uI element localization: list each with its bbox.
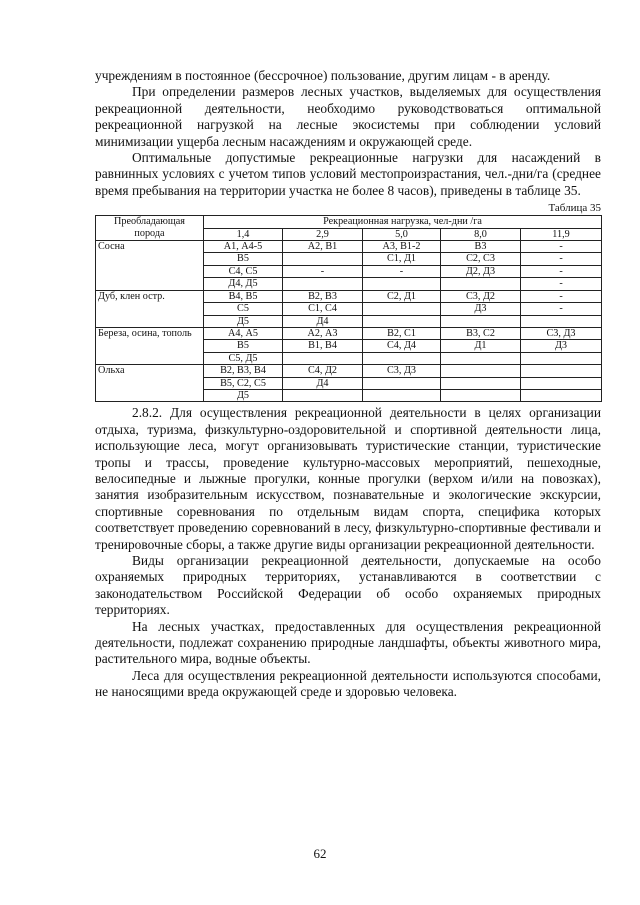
- column-header: 5,0: [363, 228, 441, 240]
- table-cell: [521, 352, 602, 364]
- header-species: Преобладающая порода: [96, 216, 204, 241]
- table-cell: -: [521, 253, 602, 265]
- column-header: 11,9: [521, 228, 602, 240]
- table-cell: В5: [204, 253, 283, 265]
- paragraph-protected-areas: Виды организации рекреационной деятельности, допускаемые на особо охраняемых природных территориях, устанавливаются в соответствии с законодательством Российской Федерации об особо охраняемых природных территориях.: [95, 553, 601, 618]
- table-cell: А4, А5: [204, 327, 283, 339]
- table-cell: -: [521, 303, 602, 315]
- table-cell: Д3: [441, 303, 521, 315]
- table-cell: Д5: [204, 389, 283, 401]
- table-cell: [441, 389, 521, 401]
- table-cell: С4, Д2: [283, 365, 363, 377]
- table-cell: [441, 365, 521, 377]
- table-cell: Д1: [441, 340, 521, 352]
- species-cell: Сосна: [96, 241, 204, 291]
- table-cell: -: [521, 278, 602, 290]
- table-cell: [441, 377, 521, 389]
- table-cell: [283, 352, 363, 364]
- paragraph-plot-size: При определении размеров лесных участков, выделяемых для осуществления рекреационной деятельности, необходимо руководствоваться оптимальной рекреационной нагрузкой на лесные экосистемы при соблюдении условий минимизации ущерба лесным насаждениям и окружающей среде.: [95, 84, 601, 149]
- table-row: [96, 365, 602, 377]
- table-cell: [441, 278, 521, 290]
- table-cell: С4, Д4: [363, 340, 441, 352]
- header-load: Рекреационная нагрузка, чел-дни /га: [204, 216, 602, 228]
- column-header: 1,4: [204, 228, 283, 240]
- table-cell: Д5: [204, 315, 283, 327]
- table-cell: В2, В3: [283, 290, 363, 302]
- column-header: 2,9: [283, 228, 363, 240]
- table-cell: С2, С3: [441, 253, 521, 265]
- table-cell: Д3: [521, 340, 602, 352]
- table-caption: Таблица 35: [548, 202, 601, 215]
- table-cell: [363, 352, 441, 364]
- table-cell: С3, Д3: [363, 365, 441, 377]
- table-cell: С2, Д1: [363, 290, 441, 302]
- species-cell: Дуб, клен остр.: [96, 290, 204, 327]
- table-cell: Д4: [283, 377, 363, 389]
- table-cell: -: [283, 265, 363, 277]
- table-cell: В4, В5: [204, 290, 283, 302]
- table-cell: [521, 389, 602, 401]
- document-page: [95, 68, 601, 701]
- table-cell: А3, В1-2: [363, 241, 441, 253]
- table-cell: В5: [204, 340, 283, 352]
- table-row: [96, 327, 602, 339]
- table-cell: А2, А3: [283, 327, 363, 339]
- table-header-row: [96, 216, 602, 228]
- recreational-load-table: [95, 215, 602, 402]
- paragraph-2-8-2: 2.8.2. Для осуществления рекреационной деятельности в целях организации отдыха, туризма, физкультурно-оздоровительной и спортивной деятельности лица, использующие леса, могут организовывать туристические станции, туристические тропы и трассы, проведение культурно-массовых мероприятий, пешеходные, велосипедные и лыжные прогулки, конные прогулки (верхом и/или на повозках), занятия изобразительным искусством, познавательные и экологические экскурсии, спортивные соревнования по отдельным видам спорта, специфика которых соответствует проведению соревнований в лесу, физкультурно-спортивные фестивали и тренировочные сборы, а также другие виды организации рекреационной деятельности.: [95, 405, 601, 552]
- page-number: 62: [313, 846, 327, 861]
- table-cell: -: [521, 290, 602, 302]
- table-cell: С4, С5: [204, 265, 283, 277]
- table-cell: [363, 315, 441, 327]
- paragraph-optimal-load: Оптимальные допустимые рекреационные нагрузки для насаждений в равнинных условиях с учетом типов условий местопроизрастания, чел.-дни/га (среднее время пребывания на территории участка не более 8 часов), приведены в таблице 35.: [95, 150, 601, 198]
- table-cell: В5, С2, С5: [204, 377, 283, 389]
- table-cell: С5, Д5: [204, 352, 283, 364]
- table-cell: -: [363, 265, 441, 277]
- table-cell: Д4: [283, 315, 363, 327]
- table-cell: В2, С1: [363, 327, 441, 339]
- table-cell: -: [521, 265, 602, 277]
- table-cell: В3, С2: [441, 327, 521, 339]
- table-cell: [363, 389, 441, 401]
- table-cell: Д4, Д5: [204, 278, 283, 290]
- species-cell: Береза, осина, тополь: [96, 327, 204, 364]
- table-row: [96, 290, 602, 302]
- table-cell: [283, 278, 363, 290]
- table-cell: С5: [204, 303, 283, 315]
- table-cell: [441, 352, 521, 364]
- species-cell: Ольха: [96, 365, 204, 402]
- table-cell: С1, Д1: [363, 253, 441, 265]
- paragraph-continuation: учреждениям в постоянное (бессрочное) пользование, другим лицам - в аренду.: [95, 68, 551, 83]
- table-cell: В3: [441, 241, 521, 253]
- table-cell: [521, 315, 602, 327]
- table-cell: А2, В1: [283, 241, 363, 253]
- table-cell: С3, Д3: [521, 327, 602, 339]
- table-cell: -: [521, 241, 602, 253]
- table-cell: Д2, Д3: [441, 265, 521, 277]
- table-cell: В1, В4: [283, 340, 363, 352]
- paragraph-methods: Леса для осуществления рекреационной деятельности используются способами, не наносящими вреда окружающей среде и здоровью человека.: [95, 667, 601, 700]
- table-cell: [521, 377, 602, 389]
- column-header: 8,0: [441, 228, 521, 240]
- table-cell: [441, 315, 521, 327]
- paragraph-preservation: На лесных участках, предоставленных для осуществления рекреационной деятельности, подлежат сохранению природные ландшафты, объекты животного мира, растительного мира, водные объекты.: [95, 618, 601, 667]
- table-row: [96, 241, 602, 253]
- table-cell: С3, Д2: [441, 290, 521, 302]
- table-cell: [521, 365, 602, 377]
- table-cell: [283, 389, 363, 401]
- table-cell: А1, А4-5: [204, 241, 283, 253]
- table-cell: [363, 303, 441, 315]
- table-cell: [283, 253, 363, 265]
- table-cell: В2, В3, В4: [204, 365, 283, 377]
- table-cell: [363, 278, 441, 290]
- table-cell: [363, 377, 441, 389]
- table-cell: С1, С4: [283, 303, 363, 315]
